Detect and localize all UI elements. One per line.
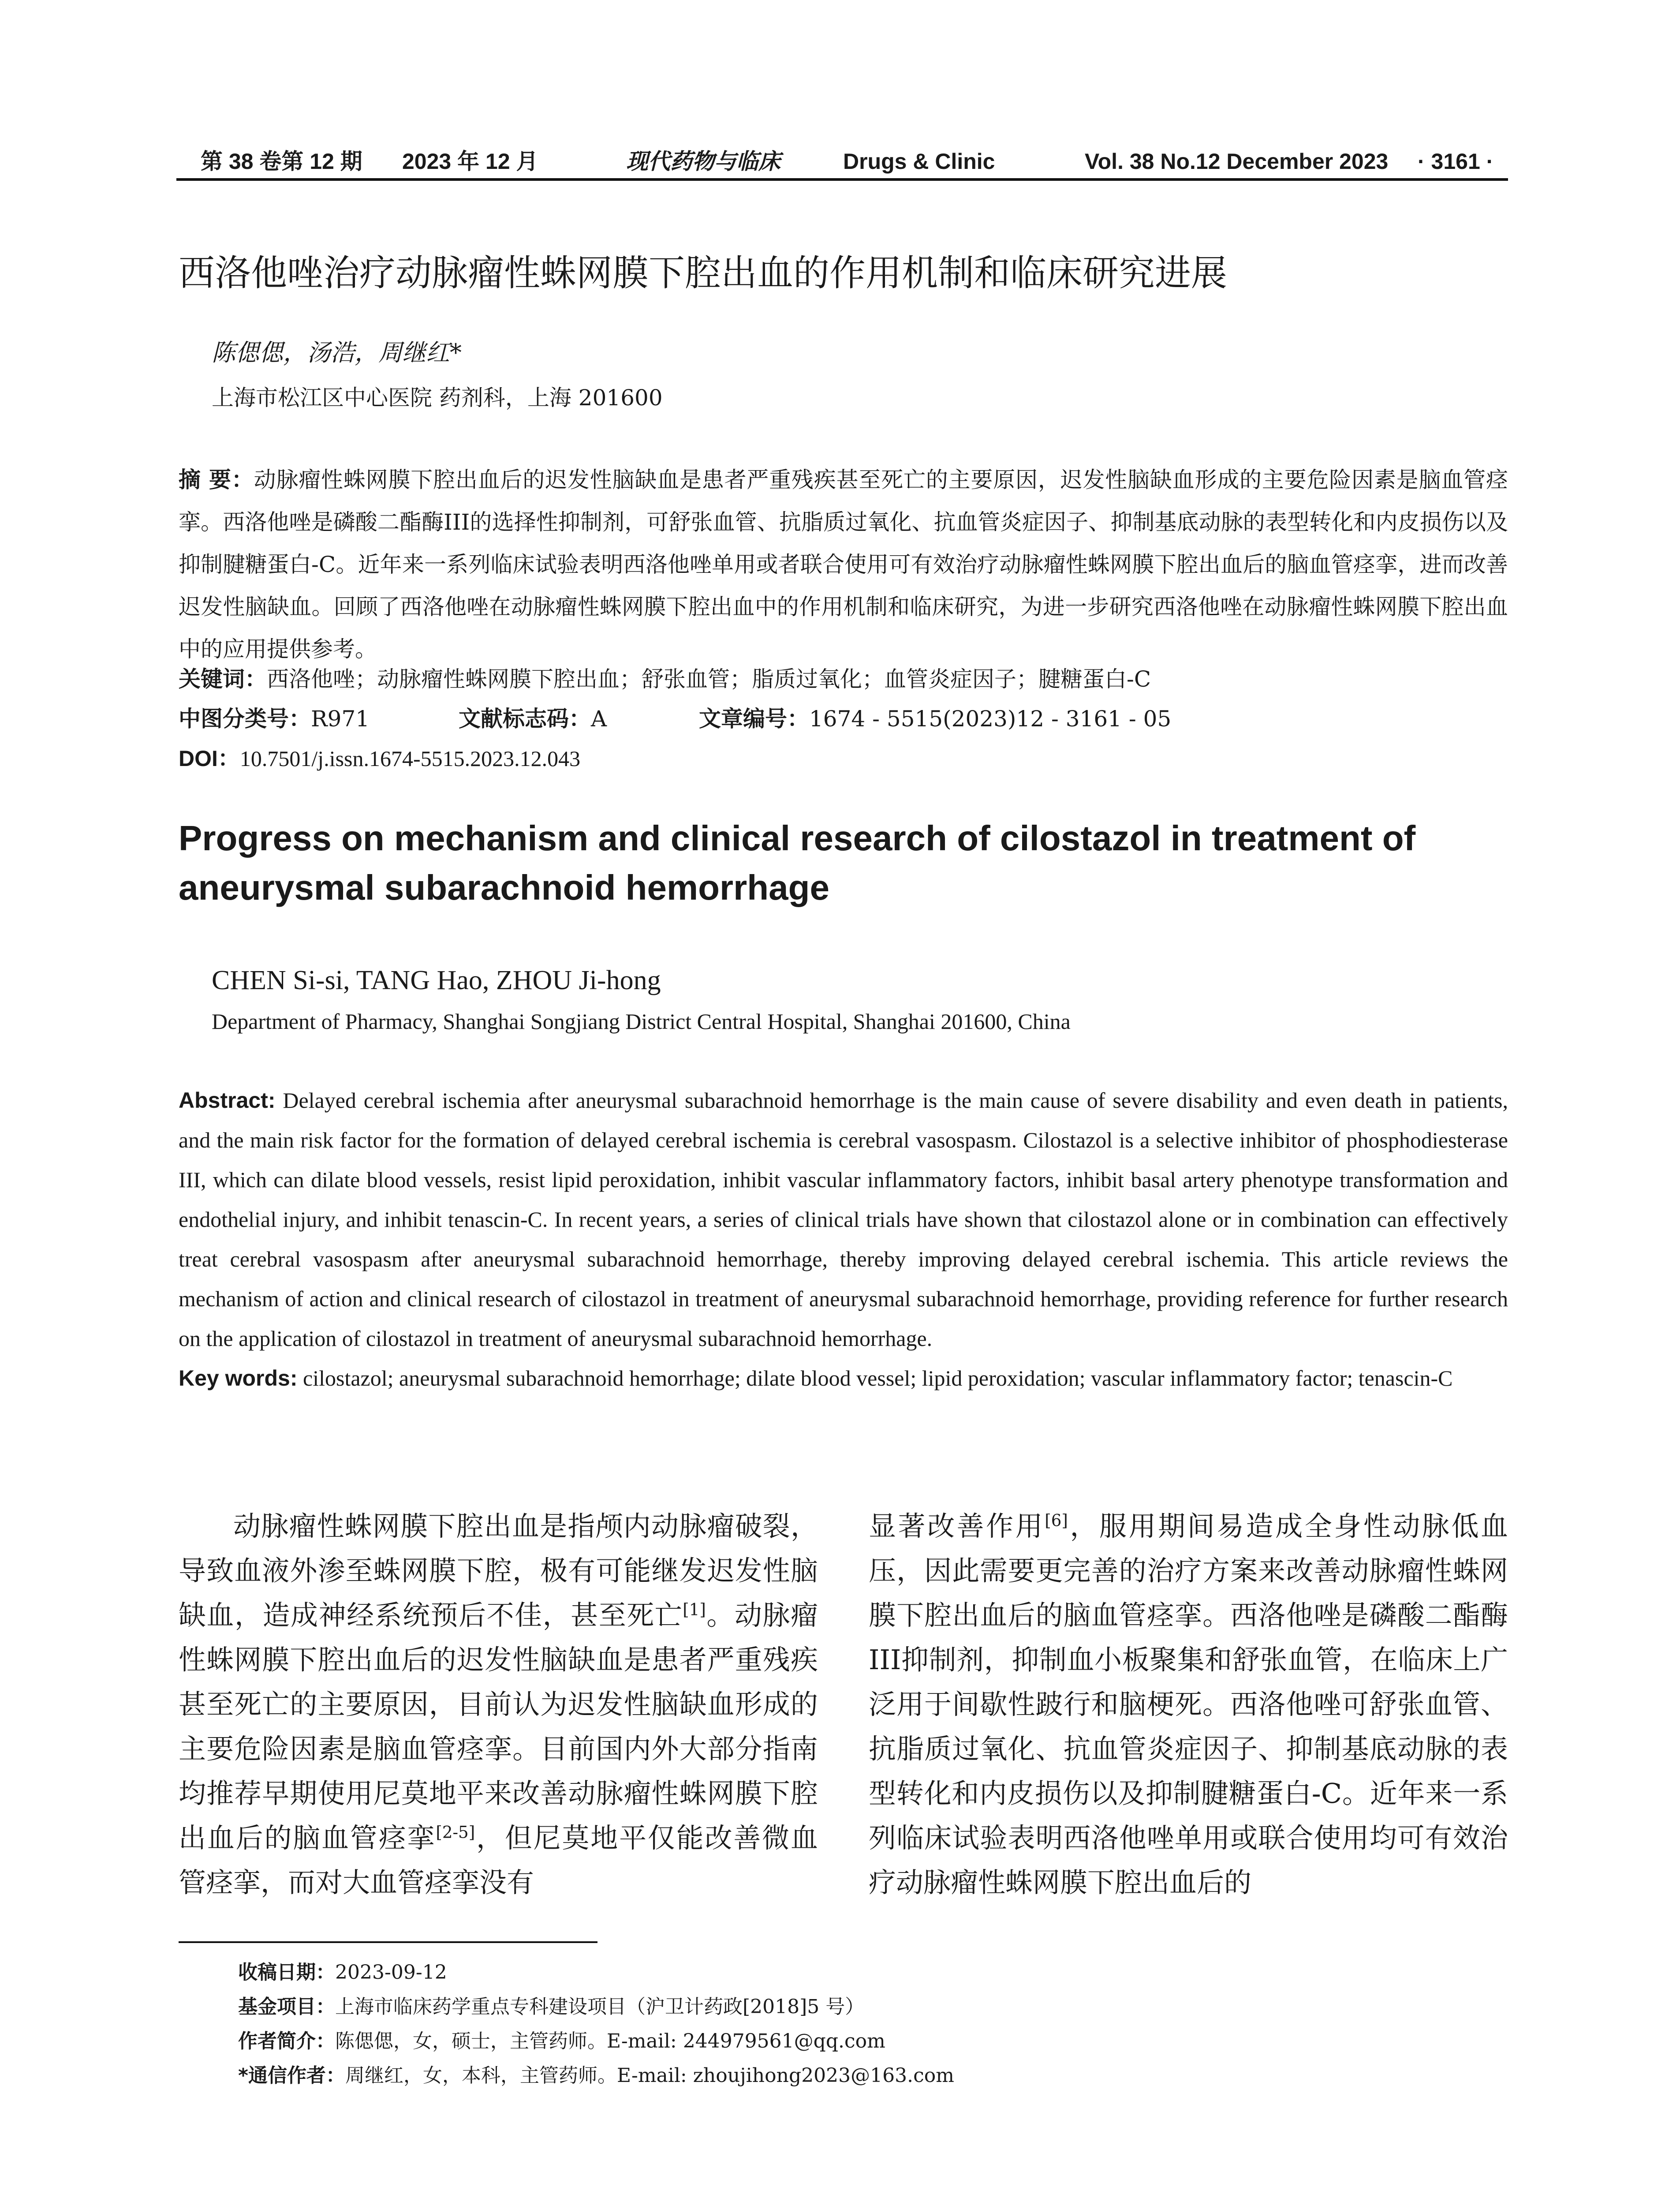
clc-label: 中图分类号： — [179, 706, 311, 732]
abstract-en-label: Abstract: — [179, 1088, 276, 1113]
footnote-received — [238, 1958, 447, 1987]
header-rule — [176, 178, 1508, 181]
footnote-value: 2023-09-12 — [335, 1961, 447, 1984]
title-en: Progress on mechanism and clinical research of cilostazol in treatment of aneurysmal subarachnoid hemorrhage — [179, 818, 1416, 907]
body-text: 。动脉瘤性蛛网膜下腔出血后的迟发性脑缺血是患者严重残疾甚至死亡的主要原因，目前认为迟发性脑缺血形成的主要危险因素是脑血管痉挛。目前国内外大部分指南均推荐早期使用尼莫地平来改善动脉瘤性蛛网膜下腔出血后的脑血管痉挛 — [179, 1599, 818, 1854]
header-volume-en: Vol. 38 No.12 December 2023 — [1085, 149, 1389, 174]
doi-line — [179, 741, 580, 776]
header-date: 2023 年 12 月 — [402, 149, 538, 174]
footnote-label: *通信作者： — [238, 2064, 346, 2087]
abstract-en — [179, 1080, 1508, 1398]
doi-label: DOI： — [179, 746, 240, 771]
authors-cn: 陈偲偲，汤浩，周继红* — [212, 339, 462, 366]
doc-code-line — [459, 701, 607, 736]
body-text: 动脉瘤性蛛网膜下腔出血是指颅内动脉瘤破裂，导致血液外渗至蛛网膜下腔，极有可能继发迟发性脑缺血，造成神经系统预后不佳，甚至死亡 — [179, 1510, 818, 1631]
body-right-column — [869, 1504, 1508, 1905]
citation-ref: [6] — [1045, 1510, 1068, 1530]
body-left-paragraph — [179, 1504, 818, 1905]
header-volume-issue: 第 38 卷第 12 期 — [201, 149, 362, 174]
footnote-value: 周继红，女，本科，主管药师。E-mail: zhoujihong2023@163.com — [345, 2064, 954, 2087]
abstract-cn — [179, 459, 1508, 670]
footnote-rule — [179, 1941, 597, 1943]
doi-value: 10.7501/j.issn.1674-5515.2023.12.043 — [239, 746, 581, 771]
keywords-cn — [179, 662, 1151, 697]
footnote-value: 陈偲偲，女，硕士，主管药师。E-mail: 244979561@qq.com — [335, 2030, 885, 2052]
doc-code-value: A — [591, 706, 607, 732]
affiliation-cn: 上海市松江区中心医院 药剂科，上海 201600 — [212, 385, 663, 411]
doc-code-label: 文献标志码： — [459, 706, 591, 732]
footnote-value: 上海市临床药学重点专科建设项目（沪卫计药政[2018]5 号） — [335, 1996, 865, 2018]
body-text: ，但尼莫地平仅能改善微血管痉挛，而对大血管痉挛没有 — [179, 1822, 818, 1899]
citation-ref: [2-5] — [436, 1822, 475, 1842]
authors-en: CHEN Si-si, TANG Hao, ZHOU Ji-hong — [212, 965, 661, 995]
keywords-cn-label: 关键词： — [179, 666, 267, 692]
footnote-label: 收稿日期： — [238, 1961, 335, 1984]
abstract-cn-text: 动脉瘤性蛛网膜下腔出血后的迟发性脑缺血是患者严重残疾甚至死亡的主要原因，迟发性脑缺血形成的主要危险因素是脑血管痉挛。西洛他唑是磷酸二酯酶III的选择性抑制剂，可舒张血管、抗脂质过氧化、抗血管炎症因子、抑制基底动脉的表型转化和内皮损伤以及抑制腱糖蛋白-C。近年来一系列临床试验表明西洛他唑单用或者联合使用可有效治疗动脉瘤性蛛网膜下腔出血后的脑血管痉挛，进而改善迟发性脑缺血。回顾了西洛他唑在动脉瘤性蛛网膜下腔出血中的作用机制和临床研究，为进一步研究西洛他唑在动脉瘤性蛛网膜下腔出血中的应用提供参考。 — [179, 467, 1508, 662]
footnote-author — [238, 2027, 885, 2056]
article-number-line — [699, 701, 1171, 736]
body-left-column — [179, 1504, 818, 1905]
article-number-value: 1674 - 5515(2023)12 - 3161 - 05 — [809, 706, 1172, 732]
body-text: ，服用期间易造成全身性动脉低血压，因此需要更完善的治疗方案来改善动脉瘤性蛛网膜下腔出血后的脑血管痉挛。西洛他唑是磷酸二酯酶III抑制剂，抑制血小板聚集和舒张血管，在临床上广泛用于间歇性跛行和脑梗死。西洛他唑可舒张血管、抗脂质过氧化、抗血管炎症因子、抑制基底动脉的表型转化和内皮损伤以及抑制腱糖蛋白-C。近年来一系列临床试验表明西洛他唑单用或联合使用均可有效治疗动脉瘤性蛛网膜下腔出血后的 — [869, 1510, 1508, 1899]
body-text: 显著改善作用 — [869, 1510, 1045, 1542]
footnote-corresponding — [238, 2061, 954, 2090]
article-number-label: 文章编号： — [699, 706, 809, 732]
body-right-paragraph — [869, 1504, 1508, 1905]
header-journal-en: Drugs & Clinic — [843, 149, 995, 174]
footnote-label: 基金项目： — [238, 1996, 335, 2018]
affiliation-en: Department of Pharmacy, Shanghai Songjiang District Central Hospital, Shanghai 201600, China — [212, 1009, 1071, 1034]
footnote-fund — [238, 1992, 864, 2022]
title-cn: 西洛他唑治疗动脉瘤性蛛网膜下腔出血的作用机制和临床研究进展 — [179, 252, 1228, 294]
footnote-label: 作者简介： — [238, 2030, 335, 2052]
keywords-en — [179, 1358, 1508, 1398]
citation-ref: [1] — [683, 1600, 706, 1619]
header-journal-cn: 现代药物与临床 — [626, 148, 780, 174]
abstract-en-text: Delayed cerebral ischemia after aneurysmal subarachnoid hemorrhage is the main cause of severe disability and even death in patients, and the main risk factor for the formation of delayed cerebral ischemia is cerebral vasospasm. Cilostazol is a selective inhibitor of phosphodiesterase III, which can dilate blood vessels, resist lipid peroxidation, inhibit vascular inflammatory factors, inhibit basal artery phenotype transformation and endothelial injury, and inhibit tenascin-C. In recent years, a series of clinical trials have shown that cilostazol alone or in combination can effectively treat cerebral vasospasm after aneurysmal subarachnoid hemorrhage, thereby improving delayed cerebral ischemia. This article reviews the mechanism of action and clinical research of cilostazol in treatment of aneurysmal subarachnoid hemorrhage, providing reference for further research on the application of cilostazol in treatment of aneurysmal subarachnoid hemorrhage. — [179, 1088, 1508, 1351]
keywords-en-text: cilostazol; aneurysmal subarachnoid hemorrhage; dilate blood vessel; lipid peroxidation; vascular inflammatory factor; tenascin-C — [303, 1366, 1453, 1390]
classification-line — [179, 701, 370, 736]
keywords-cn-text: 西洛他唑；动脉瘤性蛛网膜下腔出血；舒张血管；脂质过氧化；血管炎症因子；腱糖蛋白-C — [267, 666, 1151, 692]
abstract-cn-label: 摘 要： — [179, 467, 254, 493]
keywords-en-label: Key words: — [179, 1366, 298, 1390]
header-page-number: · 3161 · — [1418, 149, 1494, 174]
clc-value: R971 — [311, 706, 370, 732]
